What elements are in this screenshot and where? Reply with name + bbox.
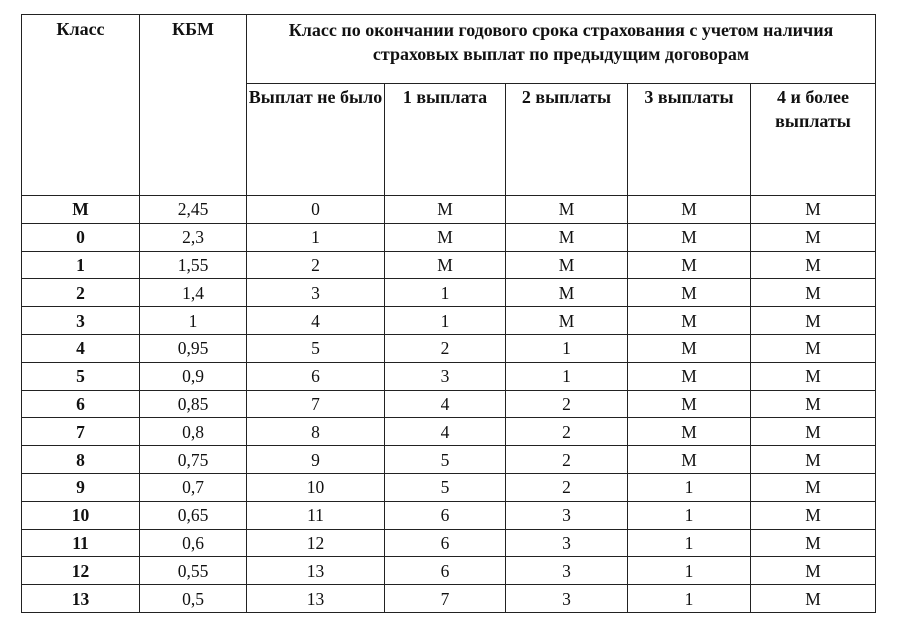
two-payments-cell: 3 — [506, 529, 628, 557]
class-cell: 0 — [22, 223, 140, 251]
four-plus-payments-cell: М — [751, 446, 876, 474]
no-payments-cell: 11 — [247, 501, 385, 529]
class-cell: 10 — [22, 501, 140, 529]
table-row — [22, 307, 876, 335]
kbm-table — [21, 14, 876, 613]
one-payment-cell: 5 — [385, 473, 506, 501]
four-plus-payments-cell: М — [751, 223, 876, 251]
three-payments-cell: М — [628, 390, 751, 418]
kbm-cell: 0,5 — [140, 585, 247, 613]
no-payments-cell: 8 — [247, 418, 385, 446]
class-cell: 4 — [22, 334, 140, 362]
three-payments-cell: 1 — [628, 501, 751, 529]
class-cell: 12 — [22, 557, 140, 585]
one-payment-cell: 1 — [385, 279, 506, 307]
header-4-plus-payments: 4 и более выплаты — [751, 84, 876, 196]
kbm-cell: 1 — [140, 307, 247, 335]
no-payments-cell: 2 — [247, 251, 385, 279]
two-payments-cell: 1 — [506, 334, 628, 362]
table-row — [22, 279, 876, 307]
two-payments-cell: 1 — [506, 362, 628, 390]
kbm-cell: 0,8 — [140, 418, 247, 446]
kbm-cell: 0,65 — [140, 501, 247, 529]
three-payments-cell: 1 — [628, 473, 751, 501]
kbm-cell: 0,9 — [140, 362, 247, 390]
no-payments-cell: 1 — [247, 223, 385, 251]
two-payments-cell: 3 — [506, 501, 628, 529]
no-payments-cell: 13 — [247, 585, 385, 613]
header-class: Класс — [22, 15, 140, 196]
two-payments-cell: 2 — [506, 446, 628, 474]
four-plus-payments-cell: М — [751, 307, 876, 335]
three-payments-cell: М — [628, 362, 751, 390]
one-payment-cell: 4 — [385, 418, 506, 446]
three-payments-cell: М — [628, 418, 751, 446]
table-header — [22, 15, 876, 196]
class-cell: 9 — [22, 473, 140, 501]
class-cell: 5 — [22, 362, 140, 390]
three-payments-cell: М — [628, 307, 751, 335]
kbm-cell: 0,55 — [140, 557, 247, 585]
no-payments-cell: 6 — [247, 362, 385, 390]
two-payments-cell: 2 — [506, 473, 628, 501]
table-row — [22, 418, 876, 446]
kbm-cell: 2,45 — [140, 196, 247, 224]
three-payments-cell: М — [628, 446, 751, 474]
header-row-top — [22, 15, 876, 84]
three-payments-cell: М — [628, 279, 751, 307]
class-cell: 8 — [22, 446, 140, 474]
four-plus-payments-cell: М — [751, 196, 876, 224]
four-plus-payments-cell: М — [751, 529, 876, 557]
one-payment-cell: 6 — [385, 501, 506, 529]
no-payments-cell: 5 — [247, 334, 385, 362]
one-payment-cell: 7 — [385, 585, 506, 613]
kbm-cell: 0,6 — [140, 529, 247, 557]
four-plus-payments-cell: М — [751, 390, 876, 418]
header-1-payment: 1 выплата — [385, 84, 506, 196]
three-payments-cell: М — [628, 223, 751, 251]
four-plus-payments-cell: М — [751, 473, 876, 501]
four-plus-payments-cell: М — [751, 334, 876, 362]
four-plus-payments-cell: М — [751, 557, 876, 585]
table-row — [22, 251, 876, 279]
class-cell: М — [22, 196, 140, 224]
four-plus-payments-cell: М — [751, 362, 876, 390]
class-cell: 13 — [22, 585, 140, 613]
class-cell: 7 — [22, 418, 140, 446]
kbm-cell: 1,55 — [140, 251, 247, 279]
three-payments-cell: 1 — [628, 585, 751, 613]
two-payments-cell: 2 — [506, 390, 628, 418]
table-row — [22, 585, 876, 613]
three-payments-cell: М — [628, 334, 751, 362]
three-payments-cell: М — [628, 196, 751, 224]
kbm-cell: 0,95 — [140, 334, 247, 362]
two-payments-cell: 3 — [506, 585, 628, 613]
kbm-cell: 0,7 — [140, 473, 247, 501]
table-row — [22, 223, 876, 251]
class-cell: 1 — [22, 251, 140, 279]
two-payments-cell: М — [506, 251, 628, 279]
three-payments-cell: 1 — [628, 557, 751, 585]
one-payment-cell: 1 — [385, 307, 506, 335]
table-row — [22, 362, 876, 390]
two-payments-cell: 3 — [506, 557, 628, 585]
class-cell: 6 — [22, 390, 140, 418]
table-row — [22, 501, 876, 529]
four-plus-payments-cell: М — [751, 279, 876, 307]
two-payments-cell: М — [506, 307, 628, 335]
no-payments-cell: 4 — [247, 307, 385, 335]
one-payment-cell: 6 — [385, 557, 506, 585]
no-payments-cell: 3 — [247, 279, 385, 307]
table-row — [22, 557, 876, 585]
two-payments-cell: М — [506, 196, 628, 224]
no-payments-cell: 0 — [247, 196, 385, 224]
four-plus-payments-cell: М — [751, 418, 876, 446]
header-kbm: КБМ — [140, 15, 247, 196]
header-group: Класс по окончании годового срока страхования с учетом наличия страховых выплат по предыдущим договорам — [247, 15, 876, 84]
one-payment-cell: 4 — [385, 390, 506, 418]
class-cell: 3 — [22, 307, 140, 335]
no-payments-cell: 10 — [247, 473, 385, 501]
class-cell: 11 — [22, 529, 140, 557]
one-payment-cell: 6 — [385, 529, 506, 557]
kbm-cell: 2,3 — [140, 223, 247, 251]
no-payments-cell: 7 — [247, 390, 385, 418]
three-payments-cell: М — [628, 251, 751, 279]
no-payments-cell: 13 — [247, 557, 385, 585]
table-row — [22, 529, 876, 557]
table-row — [22, 446, 876, 474]
header-no-payments: Выплат не было — [247, 84, 385, 196]
header-2-payments: 2 выплаты — [506, 84, 628, 196]
one-payment-cell: М — [385, 223, 506, 251]
one-payment-cell: 5 — [385, 446, 506, 474]
one-payment-cell: 2 — [385, 334, 506, 362]
two-payments-cell: М — [506, 279, 628, 307]
table-row — [22, 390, 876, 418]
one-payment-cell: М — [385, 251, 506, 279]
table-body — [22, 196, 876, 613]
three-payments-cell: 1 — [628, 529, 751, 557]
kbm-cell: 0,75 — [140, 446, 247, 474]
table-row — [22, 334, 876, 362]
kbm-cell: 0,85 — [140, 390, 247, 418]
header-3-payments: 3 выплаты — [628, 84, 751, 196]
four-plus-payments-cell: М — [751, 585, 876, 613]
no-payments-cell: 12 — [247, 529, 385, 557]
no-payments-cell: 9 — [247, 446, 385, 474]
two-payments-cell: 2 — [506, 418, 628, 446]
table-row — [22, 473, 876, 501]
kbm-cell: 1,4 — [140, 279, 247, 307]
four-plus-payments-cell: М — [751, 501, 876, 529]
one-payment-cell: 3 — [385, 362, 506, 390]
class-cell: 2 — [22, 279, 140, 307]
table-row — [22, 196, 876, 224]
one-payment-cell: М — [385, 196, 506, 224]
two-payments-cell: М — [506, 223, 628, 251]
four-plus-payments-cell: М — [751, 251, 876, 279]
